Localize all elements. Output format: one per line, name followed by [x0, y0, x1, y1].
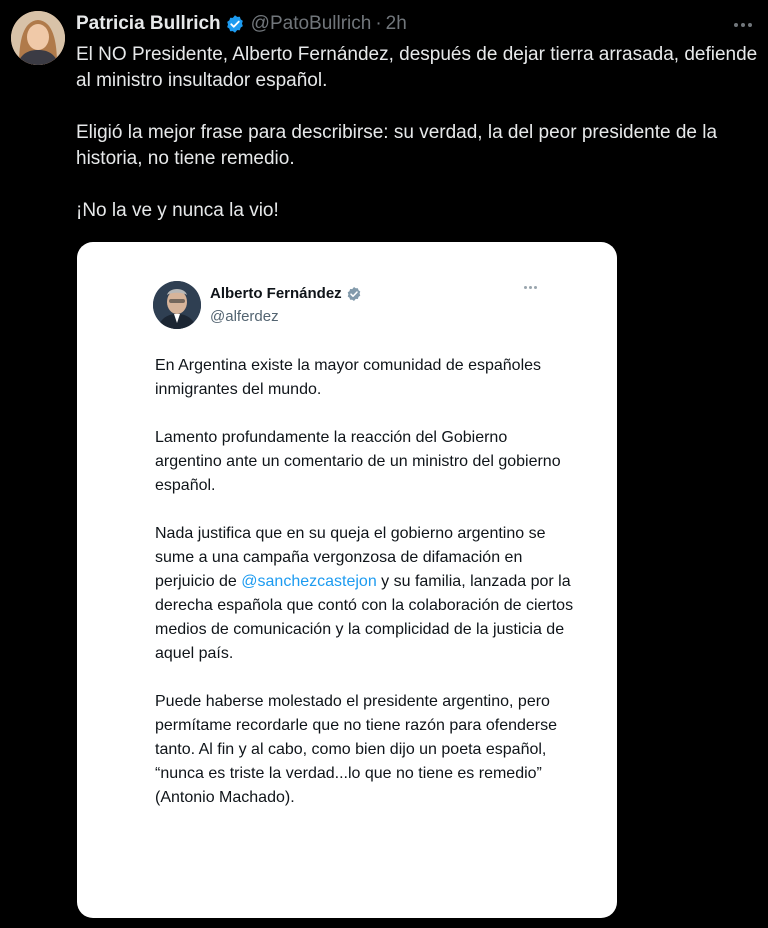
tweet-header — [76, 11, 407, 37]
embedded-author-handle: @alferdez — [210, 308, 279, 325]
more-options-icon[interactable] — [728, 12, 758, 38]
embedded-author-avatar — [153, 281, 201, 329]
embedded-text: Nada justifica que en su queja el gobierno argentino se sume a una campaña vergonzosa de difamación en perjuicio de — [155, 525, 546, 590]
embedded-paragraph: En Argentina existe la mayor comunidad de españoles inmigrantes del mundo. — [155, 357, 542, 398]
tweet-paragraph: El NO Presidente, Alberto Fernández, después de dejar tierra arrasada, defiende al ministro insultador español. — [76, 44, 758, 91]
verified-badge-icon — [346, 286, 362, 302]
embedded-text: y su familia, lanzada por la derecha española que contó con la colaboración de ciertos medios de comunicación y la complicidad de la justicia de aquel país. — [155, 573, 574, 662]
tweet-timestamp[interactable]: 2h — [385, 13, 407, 34]
embedded-avatar-photo — [153, 281, 201, 329]
embedded-author-name: Alberto Fernández — [210, 285, 342, 302]
embedded-more-options-icon — [524, 286, 537, 289]
author-handle[interactable]: @PatoBullrich — [250, 13, 372, 34]
embedded-paragraph: Puede haberse molestado el presidente argentino, pero permítame recordarle que no tiene razón para ofenderse tanto. Al fin y al cabo, como bien dijo un poeta español, “nunca es triste la verdad...lo que no tiene es remedio” (Antonio Machado). — [155, 693, 558, 806]
tweet-paragraph: Eligió la mejor frase para describirse: su verdad, la del peor presidente de la historia, no tiene remedio. — [76, 122, 718, 169]
author-avatar[interactable] — [11, 11, 65, 65]
embedded-paragraph: Lamento profundamente la reacción del Gobierno argentino ante un comentario de un ministro del gobierno español. — [155, 429, 561, 494]
embedded-tweet-body — [155, 354, 575, 810]
avatar-photo — [11, 11, 65, 65]
separator-dot: · — [375, 13, 382, 34]
tweet-body — [76, 42, 762, 224]
tweet-paragraph: ¡No la ve y nunca la vio! — [76, 200, 279, 221]
embedded-tweet-image[interactable] — [77, 242, 617, 918]
verified-badge-icon — [225, 14, 245, 34]
author-name[interactable]: Patricia Bullrich — [76, 13, 221, 34]
embedded-author-name-row — [210, 285, 362, 302]
mention-link: @sanchezcastejon — [241, 573, 377, 590]
embedded-paragraph — [155, 522, 575, 666]
